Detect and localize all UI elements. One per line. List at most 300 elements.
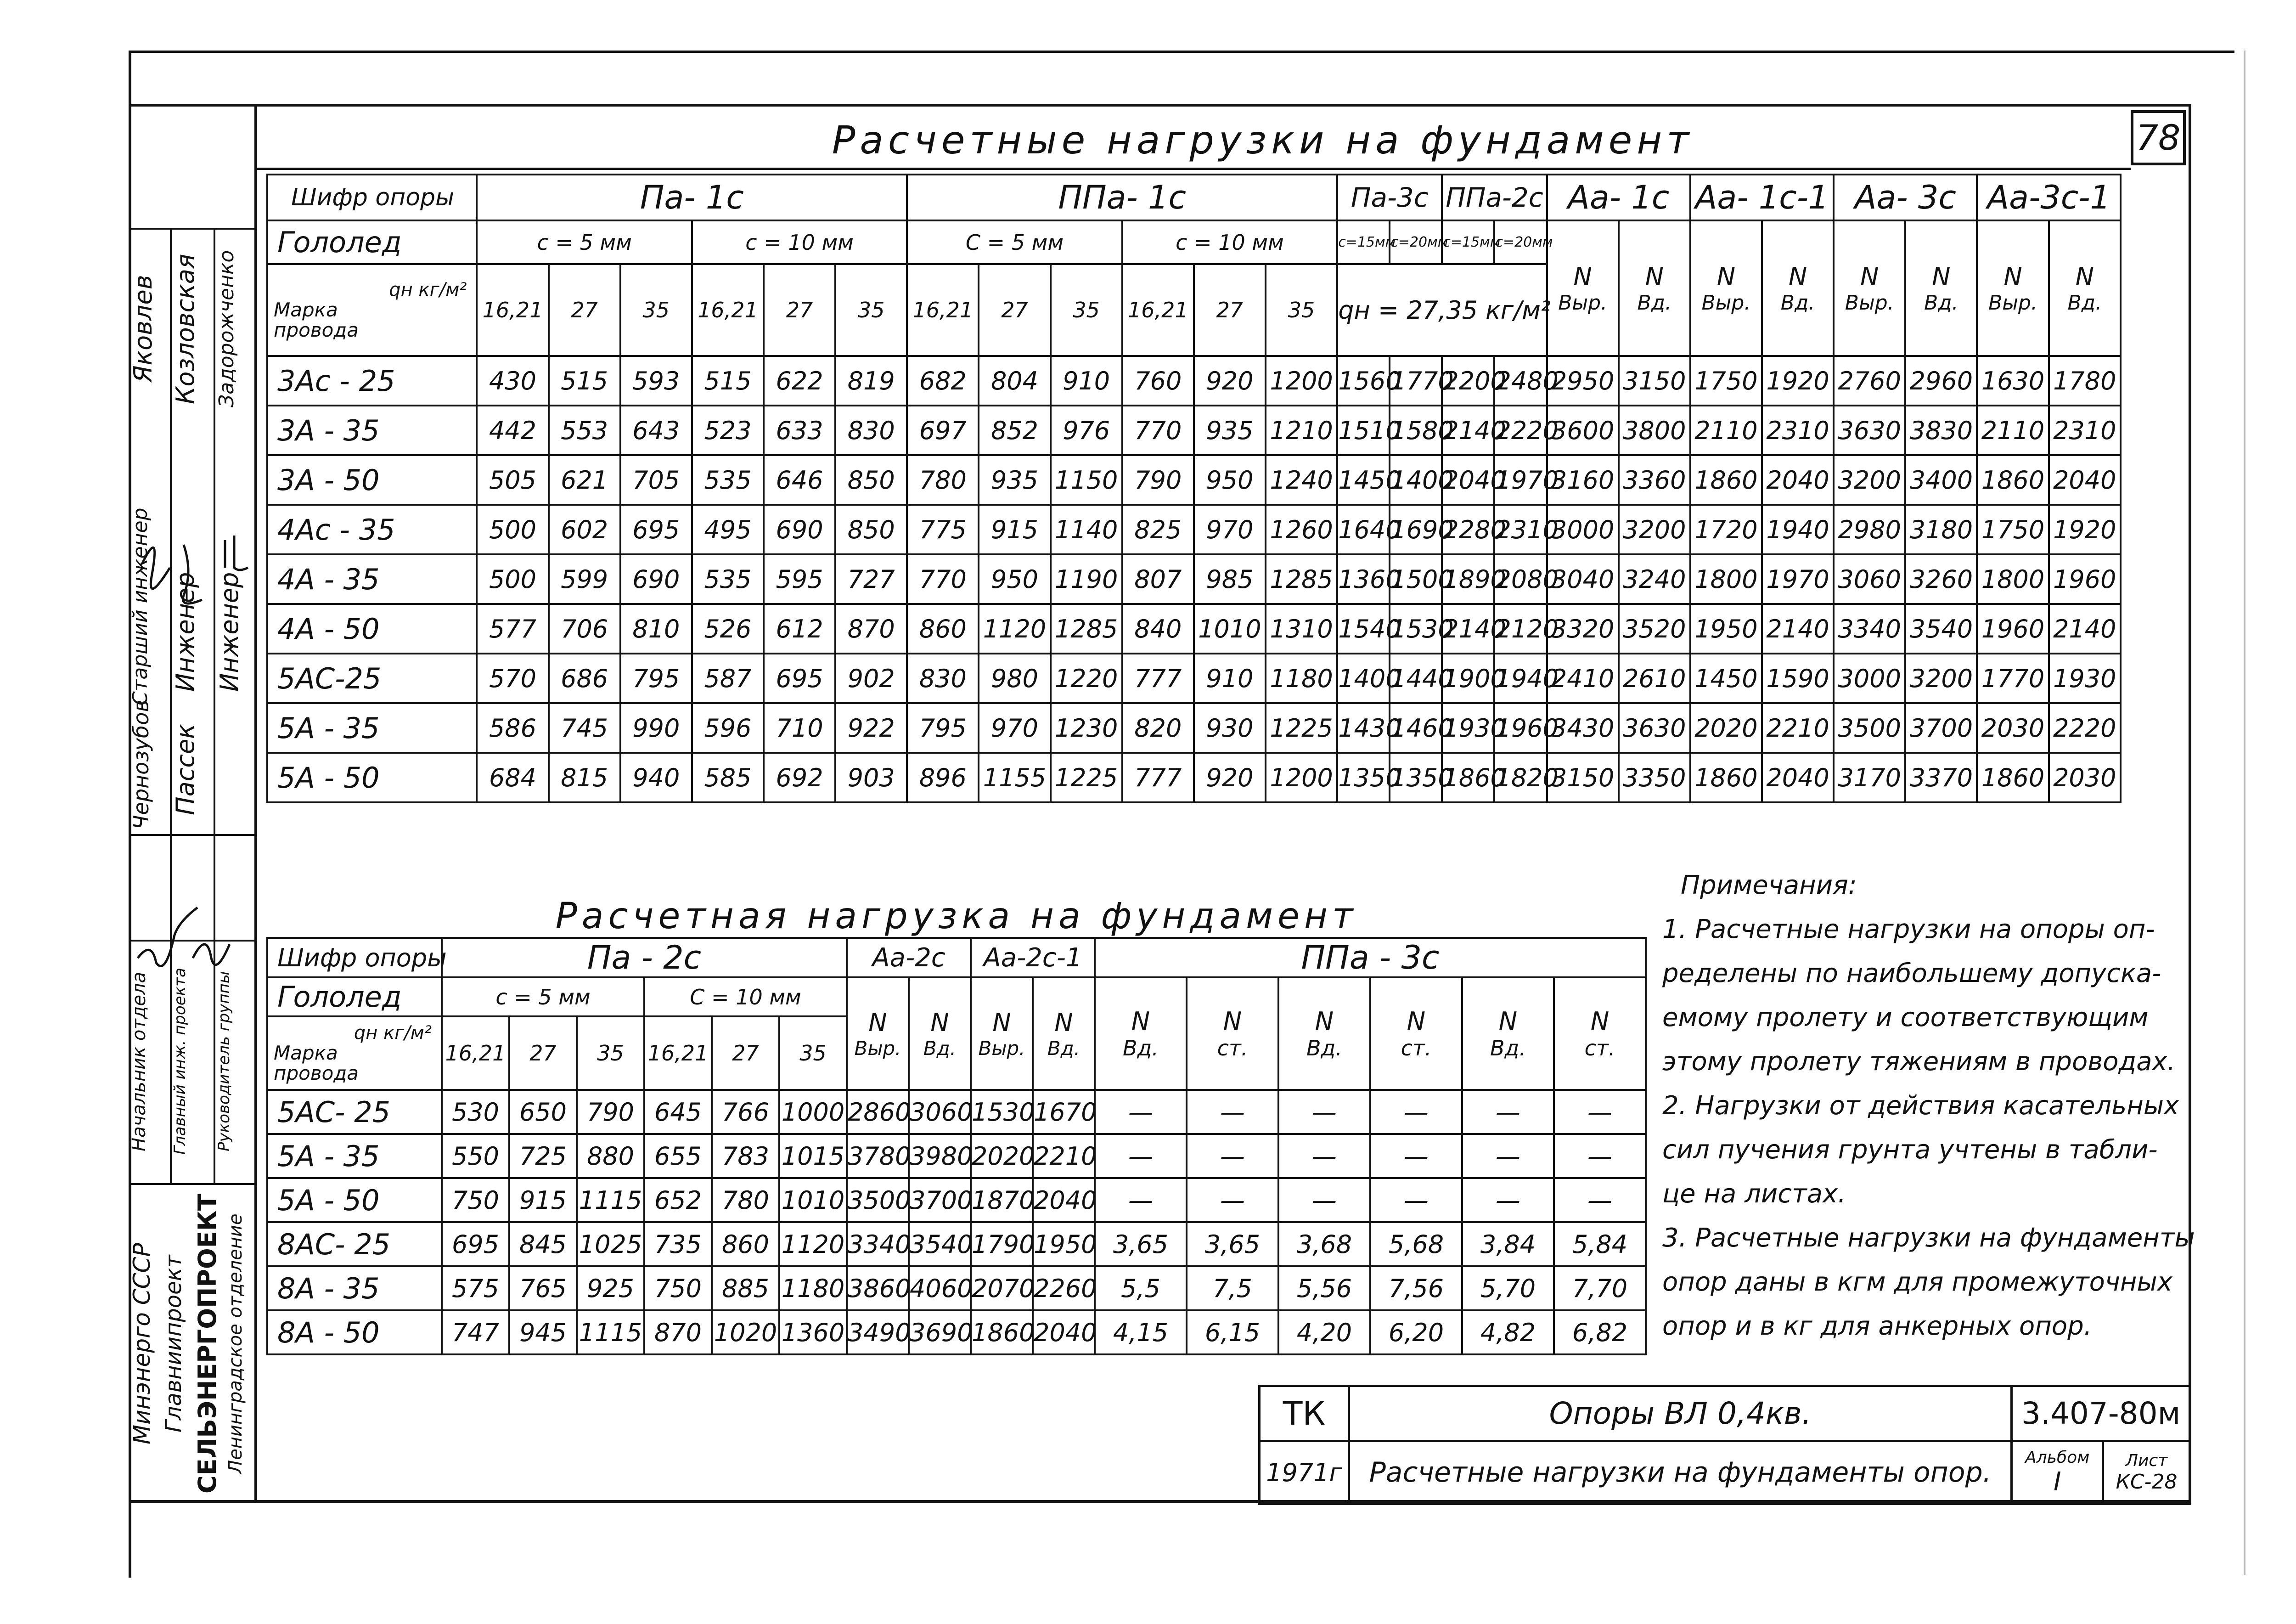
load-value: 535 [692, 554, 764, 604]
stamp-title-2: Расчетные нагрузки на фундаменты опор. [1349, 1441, 2012, 1504]
load-value: 2040 [1033, 1178, 1095, 1222]
side-role-9: Начальник отдела [129, 971, 150, 1151]
n-subheader: Выр. [1988, 291, 2037, 315]
load-value: 1450 [1337, 455, 1390, 505]
load-value: 3360 [1619, 455, 1690, 505]
group-header: ППа-2с [1442, 175, 1547, 220]
stamp-sheet [2103, 1441, 2190, 1504]
table-row [267, 703, 2121, 753]
qn-col: 35 [620, 264, 692, 356]
stamp-album-label: Альбом [2025, 1448, 2090, 1467]
load-value: 1750 [1977, 505, 2048, 554]
load-value: 3630 [1834, 406, 1905, 455]
qn-col: 27 [509, 1016, 577, 1090]
load-value: 3160 [1547, 455, 1619, 505]
wire-mark: 3Ас - 25 [267, 356, 477, 406]
wire-mark: 5А - 35 [267, 703, 477, 753]
load-value: 4060 [909, 1266, 971, 1310]
qn-col: 35 [1266, 264, 1337, 356]
n-letter: N [1054, 1008, 1073, 1037]
group-header: Па - 2с [442, 938, 847, 977]
load-value: 442 [477, 406, 548, 455]
table-row [267, 604, 2121, 654]
load-value: 3500 [847, 1178, 909, 1222]
stamp-sheet-label: Лист [2125, 1451, 2168, 1470]
load-value: 727 [835, 554, 907, 604]
side-role-5: Инженер [171, 572, 200, 692]
load-value: 2310 [2049, 406, 2121, 455]
load-value: 1010 [779, 1178, 847, 1222]
load-value: 3150 [1619, 356, 1690, 406]
qn-col: 35 [1051, 264, 1122, 356]
n-header [847, 977, 909, 1090]
load-value: 1860 [1977, 455, 2048, 505]
load-value: 2220 [1494, 406, 1547, 455]
load-value: — [1095, 1134, 1187, 1178]
load-value: 922 [835, 703, 907, 753]
side-stamp [129, 104, 257, 1503]
n-header [1834, 220, 1905, 356]
n-header [1187, 977, 1278, 1090]
load-value: 1800 [1690, 554, 1762, 604]
title-rule [257, 168, 2131, 170]
n-letter: N [1645, 262, 1664, 291]
n-header [1762, 220, 1834, 356]
load-value: 1460 [1390, 703, 1442, 753]
wire-mark: 5АС-25 [267, 654, 477, 703]
load-value: 2280 [1442, 505, 1494, 554]
load-value: 3000 [1834, 654, 1905, 703]
ice-thickness: с=20мм [1390, 220, 1442, 264]
n-letter: N [930, 1008, 949, 1037]
load-value: 1510 [1337, 406, 1390, 455]
load-value: 1400 [1390, 455, 1442, 505]
load-value: 1225 [1266, 703, 1337, 753]
notes-block [1662, 863, 2213, 1348]
load-value: 910 [1051, 356, 1122, 406]
note-line: ределены по наибольшему допуска- [1662, 959, 2161, 988]
load-value: 950 [1194, 455, 1266, 505]
load-value: — [1187, 1090, 1278, 1134]
n-subheader: Выр. [1845, 291, 1894, 315]
n-header [2049, 220, 2121, 356]
n-header [1278, 977, 1370, 1090]
load-value: 602 [549, 505, 620, 554]
load-value: 860 [907, 604, 979, 654]
load-value: 945 [509, 1310, 577, 1354]
load-value: 1750 [1690, 356, 1762, 406]
load-value: 2110 [1977, 406, 2048, 455]
sheet-number: 78 [2131, 110, 2186, 165]
load-value: 1180 [779, 1266, 847, 1310]
load-value: 1440 [1390, 654, 1442, 703]
load-value: 795 [620, 654, 692, 703]
load-value: 6,15 [1187, 1310, 1278, 1354]
load-value: 2040 [2049, 455, 2121, 505]
load-value: 3200 [1619, 505, 1690, 554]
load-value: 3260 [1905, 554, 1977, 604]
load-value: 3700 [1905, 703, 1977, 753]
n-header [1547, 220, 1619, 356]
group-header: Аа- 1с-1 [1690, 175, 1834, 220]
load-value: 695 [442, 1222, 509, 1266]
main-load-table [266, 174, 2122, 803]
load-value: 4,82 [1462, 1310, 1554, 1354]
n-header [1095, 977, 1187, 1090]
wire-mark: 4А - 35 [267, 554, 477, 604]
load-value: 7,5 [1187, 1266, 1278, 1310]
load-value: 2140 [1442, 406, 1494, 455]
load-value: 5,70 [1462, 1266, 1554, 1310]
load-value: 596 [692, 703, 764, 753]
ice-thickness: с = 5 мм [477, 220, 692, 264]
load-value: 530 [442, 1090, 509, 1134]
qn-col: 27 [764, 264, 835, 356]
ice-thickness: с = 5 мм [442, 977, 644, 1016]
load-value: 2120 [1494, 604, 1547, 654]
load-value: 2480 [1494, 356, 1547, 406]
n-header [1554, 977, 1646, 1090]
signature-marks [129, 508, 254, 1013]
load-value: 920 [1194, 356, 1266, 406]
load-value: 621 [549, 455, 620, 505]
ice-thickness: с=15мм [1337, 220, 1390, 264]
stamp-code: 3.407-80м [2012, 1386, 2190, 1441]
load-value: 747 [442, 1310, 509, 1354]
load-value: 2020 [1690, 703, 1762, 753]
ice-thickness: с=20мм [1494, 220, 1547, 264]
secondary-load-table [266, 896, 1647, 1355]
load-value: 593 [620, 356, 692, 406]
load-value: 3000 [1547, 505, 1619, 554]
wire-mark: 3А - 35 [267, 406, 477, 455]
wire-mark-header [267, 1016, 442, 1090]
load-value: 633 [764, 406, 835, 455]
load-value: — [1554, 1090, 1646, 1134]
n-header [1977, 220, 2048, 356]
load-value: 1920 [1762, 356, 1834, 406]
load-value: 3370 [1905, 753, 1977, 802]
load-value: 1560 [1337, 356, 1390, 406]
load-value: 500 [477, 554, 548, 604]
load-value: 1770 [1977, 654, 2048, 703]
load-value: 7,70 [1554, 1266, 1646, 1310]
load-value: 2760 [1834, 356, 1905, 406]
load-value: 920 [1194, 753, 1266, 802]
load-value: 2020 [971, 1134, 1033, 1178]
load-value: 505 [477, 455, 548, 505]
qn-col: 16,21 [442, 1016, 509, 1090]
n-subheader: Вд. [1047, 1037, 1080, 1060]
load-value: 1890 [1442, 554, 1494, 604]
group-header: Па-3с [1337, 175, 1442, 220]
n-letter: N [1315, 1007, 1334, 1036]
load-value: 780 [712, 1178, 779, 1222]
load-value: 523 [692, 406, 764, 455]
load-value: 1590 [1762, 654, 1834, 703]
stamp-album [2012, 1441, 2103, 1504]
group-header: Аа- 1с [1547, 175, 1690, 220]
load-value: 990 [620, 703, 692, 753]
load-value: 1630 [1977, 356, 2048, 406]
load-value: 896 [907, 753, 979, 802]
load-value: 880 [577, 1134, 644, 1178]
qn-col: 16,21 [1122, 264, 1194, 356]
load-value: — [1278, 1134, 1370, 1178]
load-value: 1900 [1442, 654, 1494, 703]
side-role-4: Старший инженер [129, 508, 152, 705]
load-value: 765 [509, 1266, 577, 1310]
load-value: 2140 [2049, 604, 2121, 654]
n-header [1033, 977, 1095, 1090]
qn-label: qн кг/м² [389, 279, 467, 300]
load-value: 3240 [1619, 554, 1690, 604]
load-value: 2030 [2049, 753, 2121, 802]
load-value: 1640 [1337, 505, 1390, 554]
table-row [267, 1090, 1646, 1134]
load-value: 1140 [1051, 505, 1122, 554]
table-row [267, 1266, 1646, 1310]
load-value: 745 [549, 703, 620, 753]
load-value: — [1095, 1090, 1187, 1134]
load-value: 790 [577, 1090, 644, 1134]
table-row [267, 455, 2121, 505]
n-header [1370, 977, 1462, 1090]
n-letter: N [1407, 1007, 1426, 1036]
n-subheader: ст. [1217, 1036, 1248, 1060]
group-header: Аа-2с-1 [971, 938, 1095, 977]
qn-col: 16,21 [692, 264, 764, 356]
n-letter: N [1573, 262, 1592, 291]
load-value: 2200 [1442, 356, 1494, 406]
load-value: 3,65 [1187, 1222, 1278, 1266]
load-value: 1115 [577, 1178, 644, 1222]
load-value: 2140 [1442, 604, 1494, 654]
load-value: 3690 [909, 1310, 971, 1354]
qn-label: qн кг/м² [354, 1022, 432, 1043]
table2-title: Расчетная нагрузка на фундамент [267, 896, 1646, 938]
load-value: 1285 [1266, 554, 1337, 604]
load-value: 612 [764, 604, 835, 654]
load-value: 515 [692, 356, 764, 406]
load-value: 646 [764, 455, 835, 505]
load-value: 915 [509, 1178, 577, 1222]
load-value: 3630 [1619, 703, 1690, 753]
stamp-album-value: I [2053, 1467, 2061, 1497]
load-value: 910 [1194, 654, 1266, 703]
load-value: 2310 [1494, 505, 1547, 554]
load-value: 1225 [1051, 753, 1122, 802]
n-letter: N [992, 1008, 1011, 1037]
load-value: 870 [644, 1310, 712, 1354]
load-value: 686 [549, 654, 620, 703]
load-value: 820 [1122, 703, 1194, 753]
table-row [267, 1134, 1646, 1178]
wire-mark-header [267, 264, 477, 356]
ice-thickness: С = 10 мм [644, 977, 847, 1016]
n-header [1905, 220, 1977, 356]
wire-mark: 5АС- 25 [267, 1090, 442, 1134]
load-value: 830 [835, 406, 907, 455]
load-value: 780 [907, 455, 979, 505]
load-value: 807 [1122, 554, 1194, 604]
load-value: — [1370, 1090, 1462, 1134]
ice-thickness: с = 10 мм [692, 220, 907, 264]
load-value: 515 [549, 356, 620, 406]
load-value: 652 [644, 1178, 712, 1222]
load-value: 3,65 [1095, 1222, 1187, 1266]
n-subheader: ст. [1584, 1036, 1615, 1060]
load-value: 2210 [1762, 703, 1834, 753]
load-value: 940 [620, 753, 692, 802]
load-value: 1860 [971, 1310, 1033, 1354]
load-value: 830 [907, 654, 979, 703]
load-value: 1000 [779, 1090, 847, 1134]
load-value: 3540 [1905, 604, 1977, 654]
note-line: це на листах. [1662, 1179, 1846, 1209]
qn-col: 35 [779, 1016, 847, 1090]
load-value: 3340 [1834, 604, 1905, 654]
load-value: 1450 [1690, 654, 1762, 703]
load-value: 1360 [779, 1310, 847, 1354]
n-subheader: Выр. [1701, 291, 1751, 315]
n-subheader: Выр. [1558, 291, 1608, 315]
load-value: 985 [1194, 554, 1266, 604]
load-value: 697 [907, 406, 979, 455]
load-value: 2140 [1762, 604, 1834, 654]
load-value: 815 [549, 753, 620, 802]
load-value: 1150 [1051, 455, 1122, 505]
note-line: сил пучения грунта учтены в табли- [1662, 1135, 2158, 1165]
load-value: 586 [477, 703, 548, 753]
n-letter: N [1590, 1007, 1609, 1036]
n-subheader: ст. [1401, 1036, 1432, 1060]
load-value: 5,5 [1095, 1266, 1187, 1310]
load-value: 1115 [577, 1310, 644, 1354]
load-value: 1950 [1690, 604, 1762, 654]
load-value: — [1278, 1178, 1370, 1222]
wire-mark: 8А - 35 [267, 1266, 442, 1310]
load-value: 1155 [979, 753, 1050, 802]
load-value: 690 [620, 554, 692, 604]
load-value: — [1462, 1090, 1554, 1134]
n-subheader: Вд. [1490, 1036, 1526, 1060]
load-value: 6,20 [1370, 1310, 1462, 1354]
load-value: 1310 [1266, 604, 1337, 654]
load-value: 3800 [1619, 406, 1690, 455]
load-value: 690 [764, 505, 835, 554]
stamp-title-1: Опоры ВЛ 0,4кв. [1349, 1386, 2012, 1441]
qn-col: 35 [577, 1016, 644, 1090]
load-value: 1540 [1337, 604, 1390, 654]
load-value: 1200 [1266, 356, 1337, 406]
load-value: 3430 [1547, 703, 1619, 753]
load-value: 852 [979, 406, 1050, 455]
load-value: 2310 [1762, 406, 1834, 455]
load-value: 1940 [1762, 505, 1834, 554]
load-value: 2070 [971, 1266, 1033, 1310]
note-line: емому пролету и соответствующим [1662, 1003, 2149, 1032]
load-value: 1920 [2049, 505, 2121, 554]
n-subheader: Вд. [2067, 291, 2102, 315]
load-value: 585 [692, 753, 764, 802]
load-value: 2260 [1033, 1266, 1095, 1310]
load-value: 2040 [1762, 455, 1834, 505]
note-line: этому пролету тяжениям в проводах. [1662, 1047, 2176, 1077]
n-subheader: Выр. [854, 1037, 901, 1060]
load-value: 2860 [847, 1090, 909, 1134]
load-value: — [1187, 1178, 1278, 1222]
table-row [267, 1178, 1646, 1222]
table-row [267, 654, 2121, 703]
load-value: 970 [979, 703, 1050, 753]
load-value: 5,68 [1370, 1222, 1462, 1266]
note-line: 2. Нагрузки от действия касательных [1662, 1091, 2179, 1121]
load-value: 1720 [1690, 505, 1762, 554]
load-value: 577 [477, 604, 548, 654]
load-value: — [1462, 1178, 1554, 1222]
qn-col: 27 [549, 264, 620, 356]
org-leningrad: Ленинградское отделение [225, 1213, 246, 1474]
side-role-3: Задорожченко [215, 250, 238, 408]
table-row [267, 406, 2121, 455]
load-value: 526 [692, 604, 764, 654]
load-value: 7,56 [1370, 1266, 1462, 1310]
load-value: 599 [549, 554, 620, 604]
load-value: 2040 [1442, 455, 1494, 505]
load-value: 550 [442, 1134, 509, 1178]
load-value: 1400 [1337, 654, 1390, 703]
load-value: 1190 [1051, 554, 1122, 604]
load-value: 1500 [1390, 554, 1442, 604]
load-value: 825 [1122, 505, 1194, 554]
load-value: 4,15 [1095, 1310, 1187, 1354]
load-value: 1285 [1051, 604, 1122, 654]
load-value: 3,84 [1462, 1222, 1554, 1266]
load-value: 2040 [1033, 1310, 1095, 1354]
ice-thickness: С = 5 мм [907, 220, 1122, 264]
stamp-sheet-value: КС-28 [2116, 1470, 2178, 1494]
load-value: 770 [1122, 406, 1194, 455]
n-subheader: Вд. [1637, 291, 1672, 315]
load-value: 1025 [577, 1222, 644, 1266]
load-value: — [1095, 1178, 1187, 1222]
load-value: 3830 [1905, 406, 1977, 455]
wire-mark: 8АС- 25 [267, 1222, 442, 1266]
load-value: 810 [620, 604, 692, 654]
load-value: 1860 [1690, 455, 1762, 505]
load-value: 3780 [847, 1134, 909, 1178]
notes-title: Примечания: [1681, 870, 1857, 900]
n-letter: N [1223, 1007, 1242, 1036]
load-value: 1015 [779, 1134, 847, 1178]
load-value: 1020 [712, 1310, 779, 1354]
n-header [1690, 220, 1762, 356]
load-value: 3200 [1834, 455, 1905, 505]
side-role-7: Чернозубов [129, 699, 153, 829]
load-value: 575 [442, 1266, 509, 1310]
load-value: 777 [1122, 753, 1194, 802]
load-value: 1360 [1337, 554, 1390, 604]
page-title: Расчетные нагрузки на фундамент [832, 118, 1694, 163]
load-value: — [1462, 1134, 1554, 1178]
load-value: 775 [907, 505, 979, 554]
load-value: 1200 [1266, 753, 1337, 802]
load-value: 795 [907, 703, 979, 753]
n-header [1619, 220, 1690, 356]
table-row [267, 554, 2121, 604]
load-value: 430 [477, 356, 548, 406]
